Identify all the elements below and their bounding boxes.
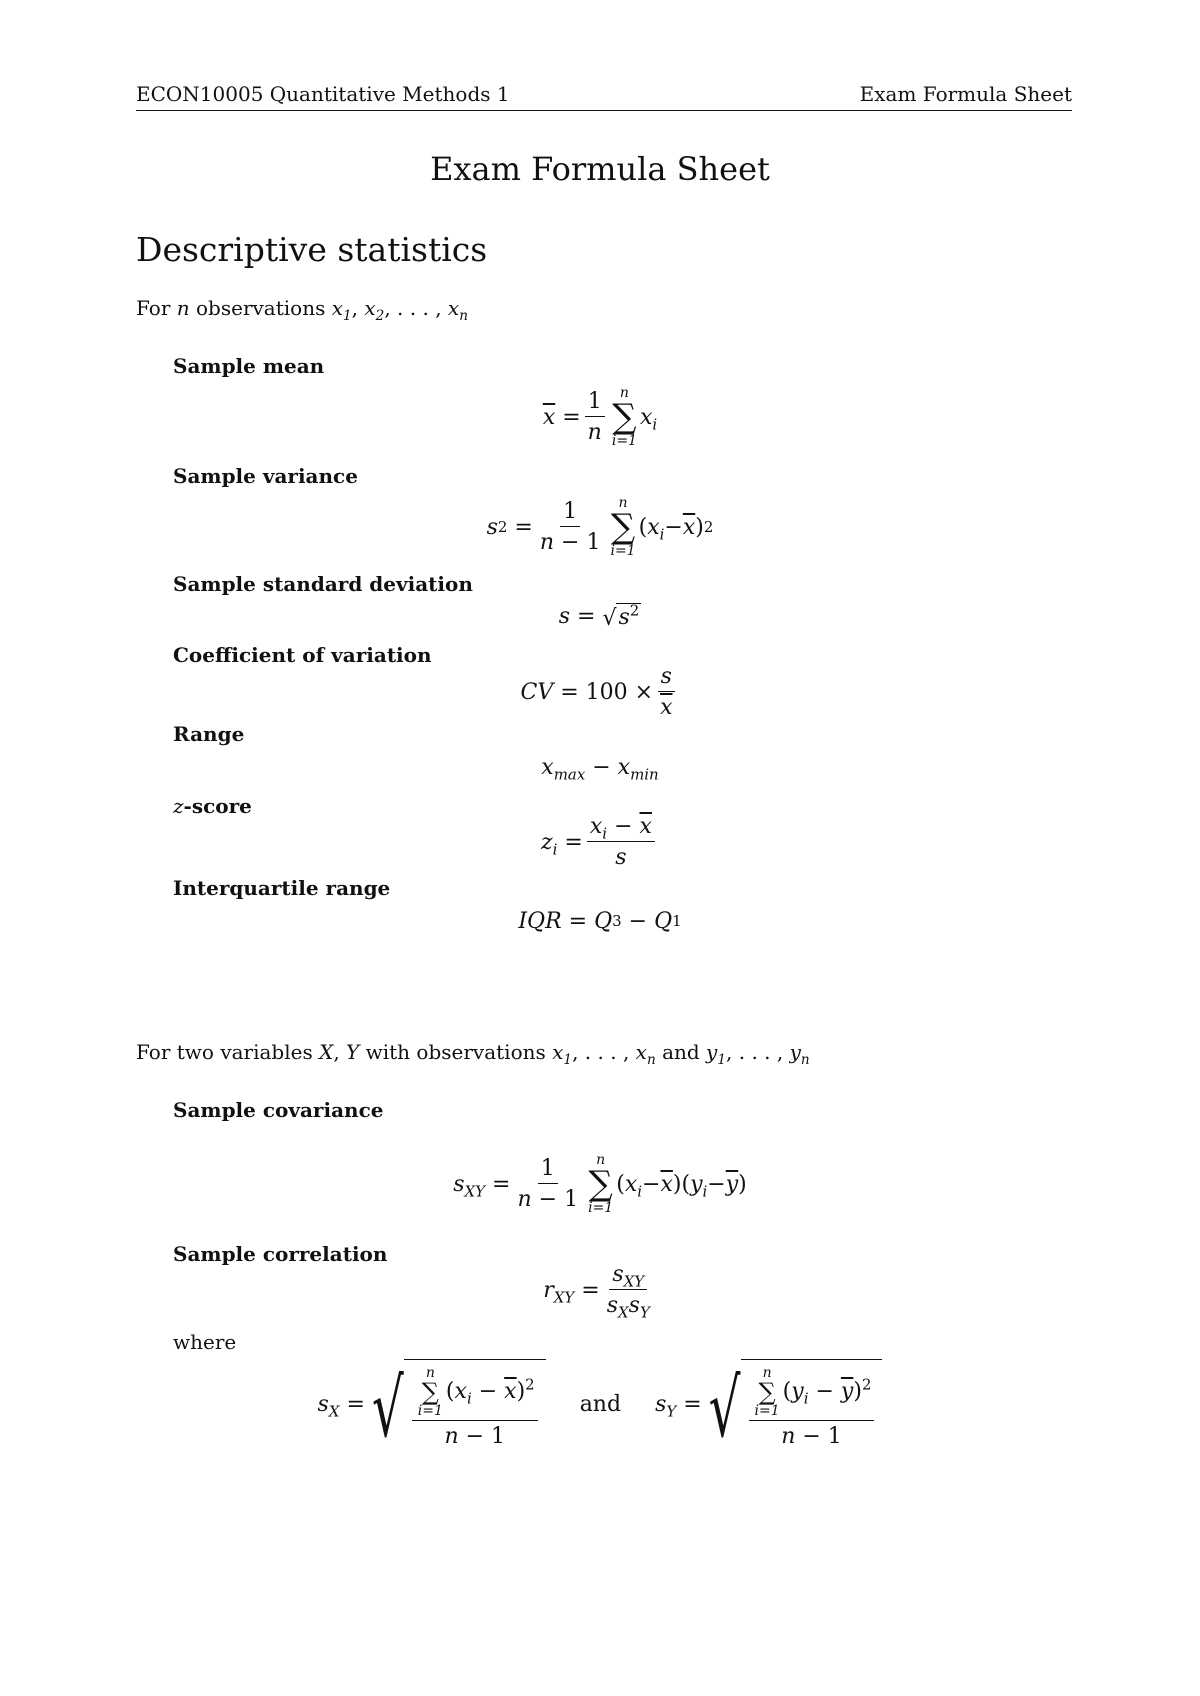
intro-two-variables-text: For two variables X, Y with observations $x_1$, . . . , $x_n$ and $y_1$, . . . , $y_n$ bbox=[136, 1040, 810, 1068]
label-sample-variance: Sample variance bbox=[173, 464, 358, 488]
label-sample-mean: Sample mean bbox=[173, 354, 325, 378]
formula-sample-covariance: $s_{XY}$ = $\frac{1}{n - 1}$ n ∑ i=1 ( $x_i$ − $\overline{x}$ )( $y_i$ − $\overline{y}$ ) bbox=[453, 1152, 747, 1216]
page-title: Exam Formula Sheet bbox=[430, 150, 770, 188]
intro-observations bbox=[136, 296, 468, 324]
label-sample-correlation: Sample correlation bbox=[173, 1242, 388, 1266]
label-iqr: Interquartile range bbox=[173, 876, 391, 900]
formula-cv: CV = 100 × $\frac{s}{x}$ bbox=[0, 662, 1200, 722]
formula-zscore: $z_i$ = $\frac{x_i - \overline{x}}{s}$ bbox=[0, 812, 1200, 872]
label-where: where bbox=[173, 1330, 237, 1354]
formula-range: $x_{max}$ − $x_{min}$ bbox=[541, 754, 659, 783]
intro-two-variables bbox=[136, 1040, 810, 1068]
header-doc-title: Exam Formula Sheet bbox=[859, 82, 1072, 106]
header-rule bbox=[136, 110, 1072, 111]
cv-constant: 100 bbox=[585, 679, 628, 705]
and-word: and bbox=[579, 1391, 622, 1417]
label-sample-covariance: Sample covariance bbox=[173, 1098, 384, 1122]
label-range: Range bbox=[173, 722, 245, 746]
label-zscore-text: -score bbox=[183, 794, 252, 818]
label-cv: Coefficient of variation bbox=[173, 643, 432, 667]
section-heading: Descriptive statistics bbox=[136, 230, 488, 269]
formula-sample-sd: s = √ $s^2$ bbox=[558, 601, 640, 631]
label-sample-sd: Sample standard deviation bbox=[173, 572, 473, 596]
formula-iqr: IQR = Q 3 − Q 1 bbox=[518, 908, 682, 934]
header-course: ECON10005 Quantitative Methods 1 bbox=[136, 82, 510, 106]
formula-sample-variance: s 2 = $\frac{1}{n - 1}$ n ∑ i=1 ( $x_i$ − $\overline{x}$ ) 2 bbox=[486, 495, 714, 559]
formula-sx-sy: $s_X$ = √ n ∑ i=1 $(x_i - \overline{x})^2$ n − 1 and $s_Y$ = √ n ∑ i=1 $(y_i - \overline{y})^2$ n − 1 bbox=[0, 1348, 1200, 1460]
formula-sample-mean: $\overline{x}$ = $\frac{1}{n}$ n ∑ i=1 $x_i$ bbox=[542, 385, 658, 449]
formula-sample-correlation: $r_{XY}$ = $\frac{s_{XY}}{s_Xs_Y}$ bbox=[543, 1262, 650, 1322]
intro-observations-text: For n observations $x_1$, $x_2$, . . . , $x_n$ bbox=[136, 296, 468, 324]
label-zscore: z-score bbox=[173, 794, 252, 818]
